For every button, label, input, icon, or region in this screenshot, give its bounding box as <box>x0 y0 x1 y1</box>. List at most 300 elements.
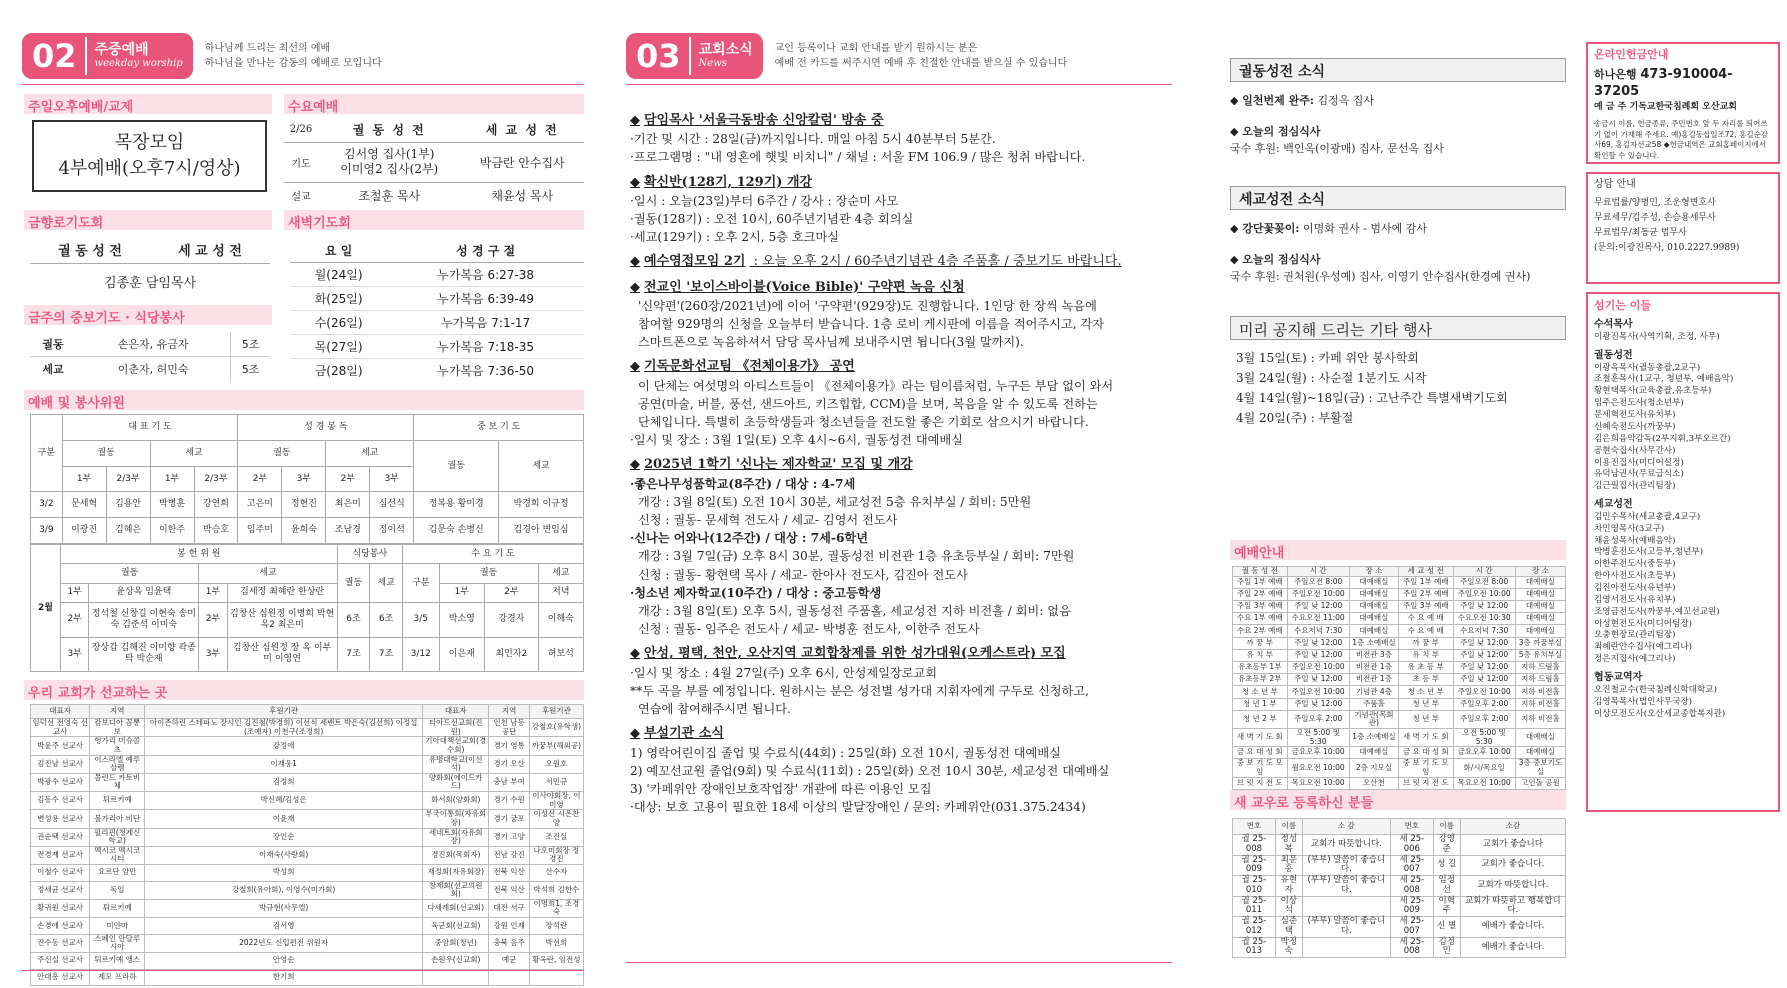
table-cell: 박경희 이규정 <box>499 492 584 518</box>
missions-cell: 박광수 선교사 <box>31 773 90 791</box>
missions-header: 대표자 <box>31 705 90 719</box>
staff-member: 공현숙집사(사무간사) <box>1594 445 1676 456</box>
table-row <box>1233 728 1566 746</box>
table-cell: 성 경 봉 독 <box>238 415 414 441</box>
news-heading <box>630 645 1178 663</box>
staff-member: 한아사전도사(초등부) <box>1594 571 1676 582</box>
table-cell: 2/3부 <box>194 466 238 492</box>
info-cell: 월요오전 10:00 <box>1287 759 1349 777</box>
info-cell: 지하 비전홀 <box>1515 686 1565 698</box>
table-row <box>31 969 584 986</box>
new-members-cell: 김정민 <box>1433 937 1460 958</box>
table-cell: 1부 <box>62 466 106 492</box>
missions-cell: 경기 고양 <box>489 828 529 846</box>
new-members-header: 소 감 <box>1302 819 1390 835</box>
event-item: 3월 15일(토) : 카페 위안 봉사학회 <box>1236 351 1419 365</box>
news-line: 스마트폰으로 녹음하셔서 담당 목사님께 보내주시면 됩니다(3월 말까지). <box>638 335 1024 350</box>
missions-cell: 캄보디아 꼼뽕보 <box>90 719 145 737</box>
staff-member: 정은지집사(예그리나) <box>1594 654 1676 665</box>
info-cell: 3층 까꿍부실 <box>1515 637 1565 649</box>
new-members-cell: 유현자 <box>1275 876 1302 897</box>
info-cell: 비전관 3층 <box>1349 649 1398 661</box>
table-cell: 정석철 신창길 이현숙 송미숙 김준석 이미숙 <box>89 603 199 637</box>
diamond-icon: ◆ <box>630 279 640 295</box>
table-cell: 1부 <box>150 466 194 492</box>
news-line: '신약편'(260장/2021년)에 이어 '구약편'(929장)도 진행합니다. 1인당 한 장씩 녹음에 <box>638 298 1097 313</box>
missions-cell: 박성희 <box>145 865 423 882</box>
online-offering-box: 온라인헌금안내 하나은행 473-910004-37205 예 금 주 기독교한국침례회 오산교회 송금시 이름, 헌금종류, 주민번호 앞 두 자리를 띄어쓰기 없이 기재해 주세요. 예)홍길동십일조72, 홍길순감사69, 홍길자선교58 ◆헌금내역은 교회홈페이지에서 확인할 수 있습니다. <box>1586 42 1780 164</box>
table-row <box>1233 649 1566 661</box>
table-row <box>31 545 584 564</box>
info-cell: 기념관 4층 <box>1349 686 1398 698</box>
missions-cell: 티아드선교회(진원) <box>423 719 489 737</box>
news-line: 연습에 참여해주시면 됩니다. <box>638 702 791 717</box>
table-cell: 3부 <box>370 466 414 492</box>
info-cell: 주일오전 8:00 <box>1453 576 1515 588</box>
info-header: 시 간 <box>1453 567 1515 577</box>
section-subtitle: News <box>698 58 727 70</box>
table-cell: 월(24일) <box>290 262 387 286</box>
info-cell: 유 치 부 <box>1398 649 1453 661</box>
new-members-cell: (부부) 말씀이 좋습니다. <box>1302 855 1390 876</box>
missions-cell: 주신실 선교사 <box>31 952 90 969</box>
table-cell: 2부 <box>238 466 282 492</box>
missions-cell: 서민규 <box>529 773 583 791</box>
info-cell: 수 요 예 배 <box>1398 613 1453 625</box>
info-cell: 금요오후 10:00 <box>1287 747 1349 759</box>
info-cell: 중 보 기 도 모 임 <box>1233 759 1288 777</box>
missions-cell: 손경애 선교사 <box>31 918 90 935</box>
table-cell: 누가복음 7:36-50 <box>437 363 534 378</box>
news-heading <box>630 112 1178 130</box>
table-cell: 세교 <box>150 440 238 466</box>
diamond-icon: ◆ <box>630 174 640 190</box>
table-row <box>31 705 584 719</box>
missions-cell: 이성선 시온찬양 <box>529 810 583 828</box>
staff-member: 차민영목사(3교구) <box>1594 523 1665 534</box>
missions-cell: 창제회(선교의원회) <box>423 881 489 899</box>
new-members-header: 소감 <box>1460 819 1565 835</box>
news-line: ·청소년 제자학교(10주간) / 대상 : 중고등학생 <box>630 585 882 600</box>
table-cell: 장상갑 김해진 이미향 곽종탁 박순재 <box>89 637 199 672</box>
info-cell: 유 치 부 <box>1233 649 1288 661</box>
info-cell: 중 보 기 도 모 임 <box>1398 759 1453 777</box>
table-cell: 3부 <box>199 637 227 672</box>
info-header: 세 교 성 전 <box>1398 567 1453 577</box>
staff-member: 김영목목사(법인사무국장) <box>1594 696 1693 707</box>
table-cell: 정복용 황미경 <box>414 492 499 518</box>
staff-member: 김민수목사(세교총괄,4교구) <box>1594 511 1701 522</box>
news-line: ·궐동(128기) : 오전 10시, 60주년기념관 4층 회의실 <box>630 212 914 227</box>
table-row <box>31 881 584 899</box>
new-members-cell: 강영준 <box>1433 835 1460 856</box>
missions-cell: 미얀마 <box>90 918 145 935</box>
info-cell: 청 년 부 <box>1398 710 1453 728</box>
table-cell: 강연희 <box>194 492 238 518</box>
info-cell: 대예배실 <box>1515 613 1565 625</box>
staff-title: 섬기는 이들 <box>1594 299 1651 312</box>
info-cell: 대예배실 <box>1349 601 1398 613</box>
missions-cell: 박석희 김한수 <box>529 881 583 899</box>
table-cell: 손은자, 유금자 <box>76 332 231 356</box>
table-cell: 궐동 <box>62 440 150 466</box>
table-cell: 김세정 최혜란 한상란 <box>227 583 337 602</box>
table-cell: 궐 동 성 전 <box>318 118 460 142</box>
table-row <box>290 286 584 310</box>
table-cell: 구분 <box>31 415 63 492</box>
info-cell: 대예배실 <box>1515 747 1565 759</box>
info-cell: 청 년 2 부 <box>1233 710 1288 728</box>
info-cell: 지하 비전홀 <box>1515 698 1565 710</box>
new-members-cell: 교회가 따뜻하고 행복합니다. <box>1460 896 1565 917</box>
info-cell: 주일오전 10:00 <box>1453 588 1515 600</box>
new-members-header: 이름 <box>1275 819 1302 835</box>
news-heading <box>630 456 1178 474</box>
info-cell: 수요 2부 예배 <box>1233 625 1288 637</box>
missions-cell: 정세균 선교사 <box>31 881 90 899</box>
news-heading-text: 기독문화선교팀 《전체이용가》 공연 <box>644 359 855 375</box>
missions-cell: 박선희 <box>529 934 583 952</box>
table-row <box>1233 661 1566 673</box>
event-item: 4월 20일(주) : 부활절 <box>1236 411 1354 425</box>
new-members-header: 번호 <box>1390 819 1433 835</box>
events-list <box>1236 348 1566 428</box>
staff-group-heading: 궐동성전 <box>1594 349 1633 361</box>
staff-member: 조영금전도사(까꿍부,예꼬선교원) <box>1594 606 1720 617</box>
new-members-cell: 교회가 좋습니다. <box>1460 855 1565 876</box>
info-cell: 대예배실 <box>1349 747 1398 759</box>
page-header <box>626 32 1067 80</box>
missions-cell: 세네트회(자유회장) <box>423 828 489 846</box>
new-members-cell: 궐 25-008 <box>1233 835 1276 856</box>
missions-cell: 강정애 <box>145 737 423 755</box>
table-cell: 요 일 <box>290 240 387 262</box>
missions-cell: 박신혜/김성은 <box>145 792 423 810</box>
missions-cell: 이철수 선교사 <box>31 865 90 882</box>
missions-cell: 장석란 <box>529 918 583 935</box>
section-friday: 금향로기도회 <box>24 210 272 230</box>
new-members-cell: 이상석 <box>1275 896 1302 917</box>
missions-header: 지역 <box>90 705 145 719</box>
info-cell: 브 릿 지 전 도 <box>1233 777 1288 789</box>
table-cell: 강경자 <box>484 603 538 637</box>
news-line: ·좋은나무성품학교(8주간) / 대상 : 4-7세 <box>630 476 856 491</box>
staff-group-heading: 세교성전 <box>1594 499 1633 511</box>
page-number: 03 <box>636 37 691 75</box>
missions-cell: 황귀원 선교사 <box>31 899 90 917</box>
info-cell: 초 등 부 <box>1398 674 1453 686</box>
table-row <box>290 262 584 286</box>
info-cell: 주일 낮 12:00 <box>1287 637 1349 649</box>
staff-member: 이용진집사(미디어설정) <box>1594 457 1684 468</box>
table-cell: 누가복음 6:39-49 <box>387 286 584 310</box>
news-heading <box>630 358 1178 376</box>
info-cell: 주일 낮 12:00 <box>1287 698 1349 710</box>
table-cell: 수(26일) <box>290 310 387 334</box>
table-row <box>284 118 584 142</box>
info-cell: 대예배실 <box>1515 728 1565 746</box>
missions-cell: 2022년도 신입편전 위원자 <box>145 934 423 952</box>
table-cell: 조남경 <box>326 518 370 544</box>
missions-cell: 다세례회(선교회) <box>423 899 489 917</box>
table-cell: 1부 <box>61 583 89 602</box>
page-header <box>22 32 382 80</box>
staff-member: 유덕남권사(무료급식소) <box>1594 469 1684 480</box>
missions-cell: 김서영 <box>145 918 423 935</box>
info-cell: 까 꿍 부 <box>1233 637 1288 649</box>
news-heading-text: 부설기관 소식 <box>644 726 724 742</box>
table-cell: 이한주 <box>150 518 194 544</box>
diamond-icon: ◆ <box>630 254 640 270</box>
new-members-cell: 이혁주 <box>1433 896 1460 917</box>
staff-member: 임주은전도사(청소년부) <box>1594 398 1684 409</box>
table-cell: 윤상옥 임윤택 <box>89 583 199 602</box>
info-cell: 오산천 <box>1349 777 1398 789</box>
afternoon-box <box>32 120 267 192</box>
info-header: 시 간 <box>1287 567 1349 577</box>
info-cell: 주일오전 10:00 <box>1287 588 1349 600</box>
info-cell: 지하 드림홀 <box>1515 674 1565 686</box>
news-heading-text: 2025년 1학기 '신나는 제자학교' 모집 및 개강 <box>644 457 913 473</box>
staff-member: 김영서전도사(유치부) <box>1594 594 1676 605</box>
info-cell: 유초등부 2부 <box>1233 674 1288 686</box>
table-cell: 3부 <box>282 466 326 492</box>
table-cell: 구분 <box>402 564 439 603</box>
new-members-cell: 세 25-008 <box>1390 937 1433 958</box>
missions-cell: 안영순 <box>145 952 423 969</box>
table-cell: 세교 <box>326 440 414 466</box>
section-wednesday: 수요예배 <box>284 94 584 114</box>
table-cell: 최인자2 <box>484 637 538 672</box>
table-row <box>31 603 584 637</box>
table-row <box>31 637 584 672</box>
new-members-cell: 예배가 좋습니다. <box>1460 917 1565 938</box>
table-cell: 1부 <box>199 583 227 602</box>
news-heading-extra: : 오늘 오후 2시 / 60주년기념관 4층 주품홀 / 중보기도 바랍니다. <box>749 254 1122 270</box>
table-cell: 허보석 <box>538 637 583 672</box>
table-row <box>290 334 584 358</box>
missions-cell: 이스라엘 예루살렘 <box>90 755 145 773</box>
news-line: **두 곡을 부를 예정입니다. 원하시는 분은 성전별 성가대 지휘자에게 구두로 신청하고, <box>630 683 1089 698</box>
missions-cell: 박윤주 선교사 <box>31 737 90 755</box>
table-row <box>30 332 270 356</box>
missions-cell <box>489 969 529 986</box>
missions-cell: 손원우(신교회) <box>423 952 489 969</box>
servers-table-2 <box>30 544 584 672</box>
info-header: 장 소 <box>1349 567 1398 577</box>
staff-group-heading: 협동교역자 <box>1594 672 1643 684</box>
staff-member: 채윤성목사(예배음악) <box>1594 535 1676 546</box>
info-cell: 1층 소예배실 <box>1349 728 1398 746</box>
missions-cell: 장인순 <box>145 828 423 846</box>
missions-cell: 튀르키예 <box>90 792 145 810</box>
info-cell: 새 벽 기 도 회 <box>1398 728 1453 746</box>
staff-member: 문세혁전도사(유치부) <box>1594 410 1676 421</box>
section-dawn: 새벽기도회 <box>284 210 584 230</box>
info-cell: 5층 유치부실 <box>1515 649 1565 661</box>
table-row <box>31 583 584 602</box>
missions-cell: 박규현(사무엘) <box>145 899 423 917</box>
table-cell: 3/12 <box>402 637 439 672</box>
consult-title: 상담 안내 <box>1594 179 1636 190</box>
staff-member: 김은희음악감독(2부지휘,3부오르간) <box>1594 433 1731 444</box>
news-line: 1) 영락어린이집 졸업 및 수료식(44회) : 25일(화) 오전 10시, 궐동성전 대예배실 <box>630 745 1061 760</box>
staff-member: 이성현전도사(미디어팀장) <box>1594 618 1693 629</box>
info-cell: 주일오후 2:00 <box>1287 710 1349 728</box>
missions-cell: 조진실 <box>529 828 583 846</box>
page-number: 02 <box>32 37 87 75</box>
news-line: ·일시 : 오늘(23일)부터 6주간 / 강사 : 장순미 사모 <box>630 193 899 208</box>
table-cell: 박승호 <box>194 518 238 544</box>
missions-cell: 까꿍부(해외공) <box>529 737 583 755</box>
info-cell: 3층 중보기도실 <box>1515 759 1565 777</box>
divider <box>626 84 1172 85</box>
info-cell: 주일 2부 예배 <box>1233 588 1288 600</box>
info-cell: 금 요 대 성 회 <box>1398 747 1453 759</box>
news-line: 단체입니다. 특별히 초등학생들과 청소년들을 전도할 좋은 기회로 삼으시기 바랍니다. <box>638 415 1089 430</box>
new-members-cell: 예배가 좋습니다. <box>1460 937 1565 958</box>
news-line: 개강 : 3월 8일(토) 오후 5시, 궐동성전 주품홀, 세교성전 지하 비전홀 / 회비: 없음 <box>638 604 1071 619</box>
table-cell: 설교 <box>291 191 311 203</box>
news-line: 신청 : 궐동- 황현택 목사 / 세교- 한아사 전도사, 김진아 전도사 <box>638 567 968 582</box>
table-row <box>31 564 584 583</box>
table-cell: 대 표 기 도 <box>62 415 238 441</box>
missions-cell: 오원호 <box>529 755 583 773</box>
info-cell: 주일오후 2:00 <box>1453 710 1515 728</box>
table-cell: 금(28일) <box>314 363 363 378</box>
missions-cell: 충남 부여 <box>489 773 529 791</box>
table-row <box>1233 576 1566 588</box>
missions-cell: 전북 익산 <box>489 881 529 899</box>
info-cell: 주일 1부 예배 <box>1398 576 1453 588</box>
missions-cell: 경기 영통 <box>489 737 529 755</box>
table-row <box>1233 686 1566 698</box>
missions-cell: 제모 프라하 <box>90 969 145 986</box>
section-title: 교회소식 <box>698 41 753 58</box>
table-cell: 5조 <box>231 356 270 382</box>
info-cell: 청 년 1 부 <box>1233 698 1288 710</box>
table-row <box>31 810 584 828</box>
table-cell: 박금란 안수집사 <box>460 142 584 182</box>
table-cell: 이광진 <box>62 518 106 544</box>
news-line: 공연(마술, 버블, 풍선, 샌드아트, 키즈힙합, CCM)을 보며, 복음을 알 수 있도록 전하는 <box>638 396 1098 411</box>
news-line: ·기간 및 시간 : 28일(금)까지입니다. 매일 아침 5시 40분부터 5분간. <box>630 132 996 147</box>
info-cell: 유 초 등 부 <box>1398 661 1453 673</box>
news-line: ·프로그램명 : "내 영혼에 햇빛 비치니" / 채널 : 서울 FM 106.9 / 많은 청취 바랍니다. <box>630 150 1086 165</box>
info-cell: 주일 2부 예배 <box>1398 588 1453 600</box>
info-cell: 대예배실 <box>1349 588 1398 600</box>
table-cell: 기도 <box>284 142 318 182</box>
table-cell: 이은재 <box>439 637 484 672</box>
missions-cell: 황옥란, 임전성 <box>529 952 583 969</box>
table-row <box>31 440 584 466</box>
table-row <box>31 755 584 773</box>
news-heading-text: 예수영접모임 2기 <box>644 254 746 270</box>
header-desc-2: 하나님을 만나는 감동의 예배로 모입니다 <box>204 58 382 69</box>
section-intercession: 금주의 중보기도 · 식당봉사 <box>24 305 272 325</box>
table-cell: 세교 <box>370 564 403 603</box>
table-row <box>1233 937 1566 958</box>
table-cell: 2월 <box>31 545 61 672</box>
table-row <box>31 899 584 917</box>
table-row <box>1233 601 1566 613</box>
missions-cell: 경기 수원 <box>489 792 529 810</box>
missions-cell: 튀르키예 앵스 <box>90 952 145 969</box>
missions-cell: 경진회(목회자) <box>423 846 489 864</box>
new-members-cell: 궐 25-013 <box>1233 937 1276 958</box>
diamond-icon: ◆ <box>630 457 640 473</box>
missions-cell: 김정희 <box>145 773 423 791</box>
table-cell: 임주미 <box>238 518 282 544</box>
new-members-cell <box>1302 896 1390 917</box>
missions-cell: 기아대책선교회(경수회) <box>423 737 489 755</box>
missions-cell: 변성용 선교사 <box>31 810 90 828</box>
table-cell: 누가복음 6:27-38 <box>387 262 584 286</box>
page-sidebar <box>1586 0 1782 988</box>
info-cell: 1층 소예배실 <box>1349 637 1398 649</box>
section-new-members: 새 교우로 등록하신 분들 <box>1230 790 1566 810</box>
gwoldong-news-title: 궐동성전 소식 <box>1230 58 1566 82</box>
info-cell: 대예배실 <box>1349 613 1398 625</box>
missions-cell: 이사야회장, 이미영 <box>529 792 583 810</box>
new-members-cell: 박정숙 <box>1275 937 1302 958</box>
section-subtitle: weekday worship <box>94 58 183 70</box>
gwoldong-news: ◆ 일천번제 완주: 김정옥 집사 ◆ 오늘의 점심식사 국수 후원: 백인옥(이광매) 집사, 문선옥 집사 <box>1230 94 1444 155</box>
info-cell: 주일오전 10:00 <box>1287 661 1349 673</box>
info-cell: 금요오후 10:00 <box>1453 747 1515 759</box>
section-missions: 우리 교회가 선교하는 곳 <box>24 680 584 700</box>
table-row <box>1233 917 1566 938</box>
new-members-cell: (부부) 말씀이 좋습니다. <box>1302 876 1390 897</box>
new-members-cell: 세 25-007 <box>1390 855 1433 876</box>
table-cell: 3/5 <box>402 603 439 637</box>
news-heading <box>630 253 1178 271</box>
table-cell: 2부 <box>199 603 227 637</box>
new-members-cell: 신 별 <box>1433 917 1460 938</box>
missions-cell: 볼가리아 비단 <box>90 810 145 828</box>
table-cell: 7조 <box>370 637 403 672</box>
table-row <box>31 518 584 544</box>
info-cell: 지하 드림홀 <box>1515 661 1565 673</box>
info-cell: 금 요 대 성 회 <box>1233 747 1288 759</box>
missions-cell: 양화회(에이드카드) <box>423 773 489 791</box>
table-row <box>1233 588 1566 600</box>
new-members-cell: 심준택 <box>1275 917 1302 938</box>
info-cell: 브 릿 지 전 도 <box>1398 777 1453 789</box>
missions-cell: 중앙회(청년) <box>423 934 489 952</box>
missions-cell: 예군 <box>489 952 529 969</box>
info-cell: 까 꿍 부 <box>1398 637 1453 649</box>
missions-cell: 경기 궁포 <box>489 810 529 828</box>
events-title: 미리 공지해 드리는 기타 행사 <box>1230 316 1566 340</box>
info-cell: 수요오전 10:30 <box>1453 613 1515 625</box>
info-cell: 주일오전 8:00 <box>1287 576 1349 588</box>
info-cell: 주품홀 <box>1349 698 1398 710</box>
news-line: ·세교(129기) : 오후 2시, 5층 호크마실 <box>630 230 840 245</box>
friday-header: 궐 동 성 전 세 교 성 전 <box>30 240 270 264</box>
divider <box>22 970 584 971</box>
header-desc-1: 하나님께 드리는 최선의 예배 <box>204 43 331 54</box>
info-cell: 대예배실 <box>1515 576 1565 588</box>
table-cell: 고은미 <box>238 492 282 518</box>
diamond-icon: ◆ <box>630 113 640 128</box>
table-row <box>1233 567 1566 577</box>
info-cell: 대예배실 <box>1515 588 1565 600</box>
table-cell: 궐동 <box>439 564 538 583</box>
info-cell: 기념관(목회관) <box>1349 710 1398 728</box>
event-item: 3월 24일(월) : 사순절 1분기도 시작 <box>1236 371 1427 385</box>
table-row <box>31 773 584 791</box>
